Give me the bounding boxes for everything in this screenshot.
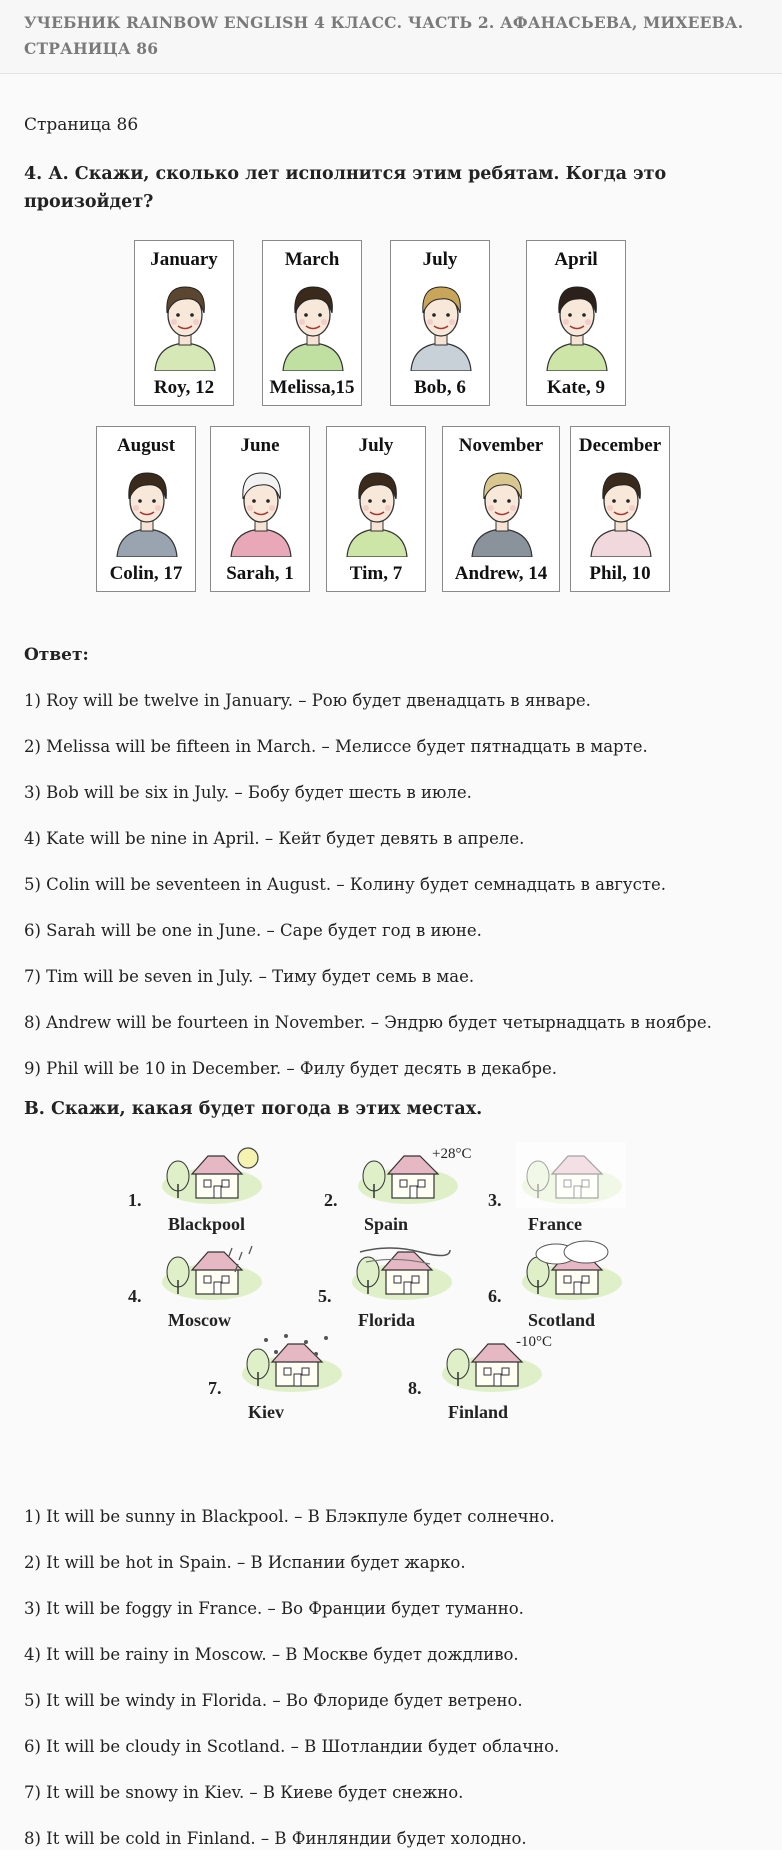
kid-card-name: Colin, 17 bbox=[109, 563, 183, 584]
weather-place-name: Moscow bbox=[168, 1310, 231, 1330]
weather-place bbox=[484, 1238, 654, 1334]
temperature-label: +28°C bbox=[432, 1146, 472, 1162]
temperature-label: -10°C bbox=[516, 1334, 552, 1350]
kid-card-name: Tim, 7 bbox=[349, 563, 403, 584]
kid-card bbox=[442, 426, 560, 592]
answers-a-list bbox=[24, 690, 758, 1080]
weather-place bbox=[320, 1142, 490, 1238]
weather-illustration bbox=[24, 1142, 758, 1482]
answer-b-1: 1) It will be sunny in Blackpool. – В Блэкпуле будет солнечно. bbox=[24, 1507, 555, 1526]
kid-portrait-icon bbox=[466, 461, 538, 557]
weather-place-number: 6. bbox=[488, 1286, 502, 1306]
kid-card bbox=[96, 426, 196, 592]
kid-card bbox=[134, 240, 234, 406]
kid-card-month: July bbox=[358, 435, 394, 456]
weather-place-name: Florida bbox=[358, 1310, 415, 1330]
kid-portrait-icon bbox=[585, 461, 657, 557]
kid-portrait-icon bbox=[341, 461, 413, 557]
weather-place-number: 7. bbox=[208, 1378, 222, 1398]
kid-card-name: Roy, 12 bbox=[153, 377, 215, 398]
weather-place-name: Kiev bbox=[248, 1402, 284, 1422]
article-content bbox=[0, 114, 782, 1850]
weather-place-name: Spain bbox=[364, 1214, 409, 1234]
weather-place-number: 2. bbox=[324, 1190, 338, 1210]
kid-card bbox=[526, 240, 626, 406]
answer-a-2: 2) Melissa will be fifteen in March. – Мелиссе будет пятнадцать в марте. bbox=[24, 737, 648, 756]
answer-a-9: 9) Phil will be 10 in December. – Филу будет десять в декабре. bbox=[24, 1059, 558, 1078]
answer-a-1: 1) Roy will be twelve in January. – Рою будет двенадцать в январе. bbox=[24, 691, 591, 710]
page-header bbox=[0, 0, 782, 74]
answer-b-4: 4) It will be rainy in Moscow. – В Москве будет дождливо. bbox=[24, 1645, 519, 1664]
weather-place bbox=[404, 1330, 574, 1426]
answer-b-2: 2) It will be hot in Spain. – В Испании будет жарко. bbox=[24, 1553, 466, 1572]
weather-place-number: 4. bbox=[128, 1286, 142, 1306]
answer-a-4: 4) Kate will be nine in April. – Кейт будет девять в апреле. bbox=[24, 829, 525, 848]
weather-place-name: Blackpool bbox=[168, 1214, 246, 1234]
kid-card-month: April bbox=[554, 249, 598, 270]
kid-card-name: Sarah, 1 bbox=[226, 563, 294, 584]
answer-label: Ответ: bbox=[24, 645, 89, 665]
kid-card bbox=[326, 426, 426, 592]
kid-card bbox=[570, 426, 670, 592]
answer-b-3: 3) It will be foggy in France. – Во Франции будет туманно. bbox=[24, 1599, 524, 1618]
rain-icon bbox=[156, 1238, 266, 1304]
kid-card bbox=[390, 240, 490, 406]
kids-illustration bbox=[24, 240, 758, 620]
kid-card-month: March bbox=[284, 249, 340, 270]
weather-place bbox=[484, 1142, 654, 1238]
kid-card bbox=[210, 426, 310, 592]
kid-card bbox=[262, 240, 362, 406]
answer-a-6: 6) Sarah will be one in June. – Саре будет год в июне. bbox=[24, 921, 482, 940]
weather-place-number: 1. bbox=[128, 1190, 142, 1210]
kid-card-month: July bbox=[422, 249, 458, 270]
answer-a-7: 7) Tim will be seven in July. – Тиму будет семь в мае. bbox=[24, 967, 475, 986]
weather-place-number: 8. bbox=[408, 1378, 422, 1398]
kid-card-month: December bbox=[578, 435, 662, 456]
task-b-title: В. Скажи, какая будет погода в этих местах. bbox=[24, 1099, 483, 1119]
fog-icon bbox=[516, 1142, 626, 1208]
page-label: Страница 86 bbox=[24, 115, 139, 135]
weather-place-name: Scotland bbox=[528, 1310, 596, 1330]
kid-card-month: June bbox=[240, 435, 280, 456]
kid-card-name: Bob, 6 bbox=[414, 377, 466, 398]
weather-place bbox=[314, 1238, 484, 1334]
kid-card-month: November bbox=[458, 435, 544, 456]
kid-card-name: Kate, 9 bbox=[546, 377, 606, 398]
wind-icon bbox=[346, 1238, 456, 1304]
answer-a-3: 3) Bob will be six in July. – Бобу будет шесть в июле. bbox=[24, 783, 472, 802]
weather-place-name: France bbox=[528, 1214, 582, 1234]
kid-card-name: Melissa,15 bbox=[269, 377, 355, 398]
header-title-line-2: СТРАНИЦА 86 bbox=[24, 39, 159, 58]
kid-card-month: August bbox=[116, 435, 176, 456]
weather-place-number: 3. bbox=[488, 1190, 502, 1210]
kid-portrait-icon bbox=[277, 275, 349, 371]
answer-b-7: 7) It will be snowy in Kiev. – В Киеве будет снежно. bbox=[24, 1783, 464, 1802]
kid-card-name: Andrew, 14 bbox=[454, 563, 548, 584]
kid-card-month: January bbox=[150, 249, 218, 270]
weather-place bbox=[204, 1330, 374, 1426]
kid-portrait-icon bbox=[111, 461, 183, 557]
kid-portrait-icon bbox=[541, 275, 613, 371]
cloud-icon bbox=[516, 1238, 626, 1304]
kid-portrait-icon bbox=[149, 275, 221, 371]
kid-card-name: Phil, 10 bbox=[589, 563, 651, 584]
task-a-title: 4. А. Скажи, сколько лет исполнится этим ребятам. Когда это произойдет? bbox=[24, 164, 667, 212]
kid-portrait-icon bbox=[225, 461, 297, 557]
answer-a-5: 5) Colin will be seventeen in August. – Колину будет семнадцать в августе. bbox=[24, 875, 666, 894]
header-title-line-1: УЧЕБНИК RAINBOW ENGLISH 4 КЛАСС. ЧАСТЬ 2. АФАНАСЬЕВА, МИХЕЕВА. bbox=[24, 13, 744, 32]
answer-b-6: 6) It will be cloudy in Scotland. – В Шотландии будет облачно. bbox=[24, 1737, 560, 1756]
weather-place-number: 5. bbox=[318, 1286, 332, 1306]
answer-b-5: 5) It will be windy in Florida. – Во Флориде будет ветрено. bbox=[24, 1691, 523, 1710]
sun-icon bbox=[156, 1142, 266, 1208]
snow-icon bbox=[236, 1330, 346, 1396]
weather-place bbox=[124, 1142, 294, 1238]
weather-place bbox=[124, 1238, 294, 1334]
answer-b-8: 8) It will be cold in Finland. – В Финляндии будет холодно. bbox=[24, 1829, 527, 1848]
weather-place-name: Finland bbox=[448, 1402, 509, 1422]
kid-portrait-icon bbox=[405, 275, 477, 371]
answer-a-8: 8) Andrew will be fourteen in November. – Эндрю будет четырнадцать в ноябре. bbox=[24, 1013, 712, 1032]
answers-b-list bbox=[24, 1506, 758, 1850]
